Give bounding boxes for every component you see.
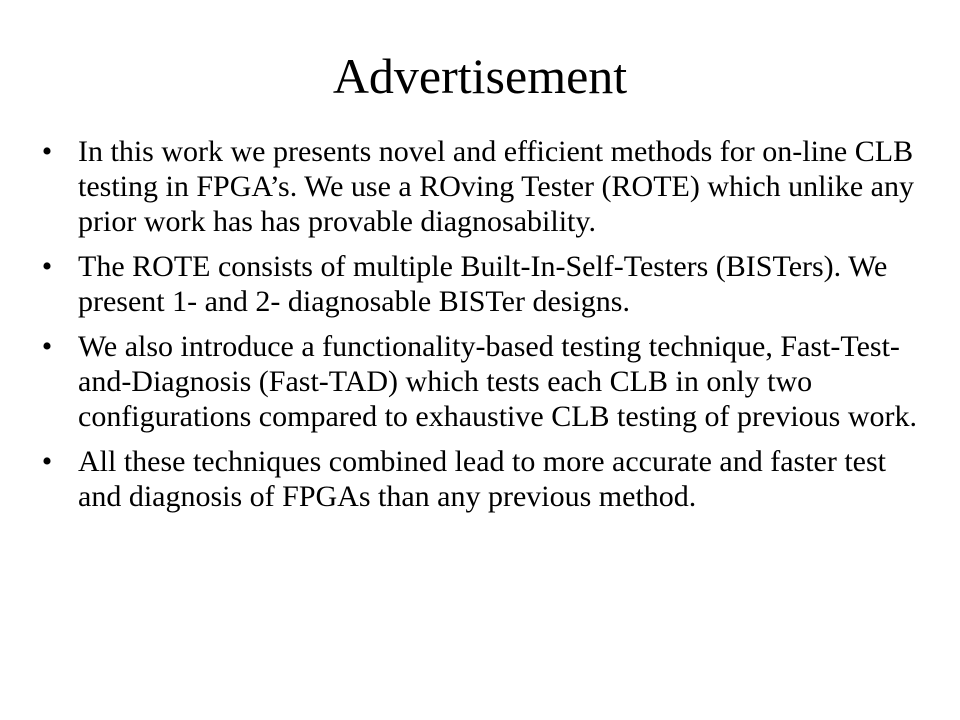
bullet-text: The ROTE consists of multiple Built-In-Self-Testers (BISTers). We present 1- and 2- diagnosable BISTer designs.	[78, 250, 888, 318]
bullet-item	[0, 444, 960, 514]
bullet-item	[0, 249, 960, 319]
bullet-icon: •	[41, 445, 53, 478]
bullet-icon: •	[41, 250, 53, 283]
bullet-text: We also introduce a functionality-based testing technique, Fast-Test-and-Diagnosis (Fast-TAD) which tests each CLB in only two configurations compared to exhaustive CLB testing of previous work.	[78, 330, 917, 433]
bullet-icon: •	[41, 135, 53, 168]
bullet-text: All these techniques combined lead to more accurate and faster test and diagnosis of FPGAs than any previous method.	[78, 445, 887, 513]
slide-title: Advertisement	[332, 48, 628, 104]
bullet-text: In this work we presents novel and efficient methods for on-line CLB testing in FPGA’s. We use a ROving Tester (ROTE) which unlike any prior work has has provable diagnosability.	[78, 135, 914, 238]
bullet-list	[0, 134, 960, 524]
bullet-item	[0, 134, 960, 239]
bullet-item	[0, 329, 960, 434]
bullet-icon: •	[41, 330, 53, 363]
